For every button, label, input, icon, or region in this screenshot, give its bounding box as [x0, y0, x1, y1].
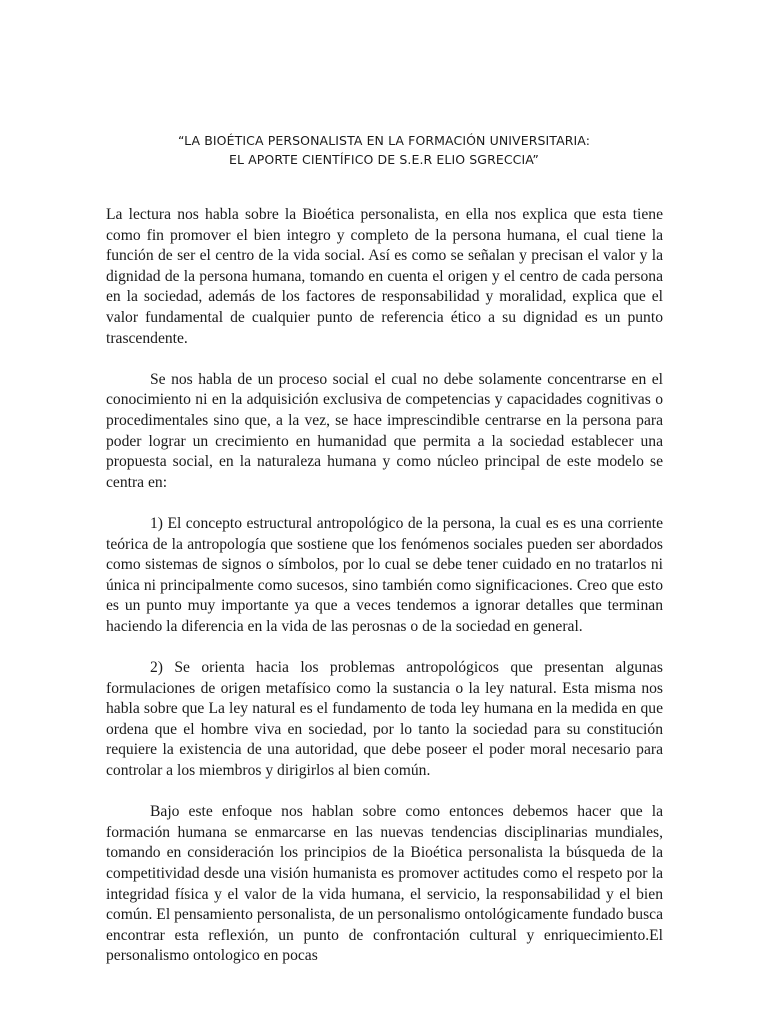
paragraph-approach: Bajo este enfoque nos hablan sobre como entonces debemos hacer que la formación humana se enmarcarse en las nuevas tendencias disciplinarias mundiales, tomando en consideración los principios de la Bioética personalista la búsqueda de la competitividad desde una visión humanista es promover actitudes como el respeto por la integridad física y el valor de la vida humana, el servicio, la responsabilidad y el bien común. El pensamiento personalista, de un personalismo ontológicamente fundado busca encontrar esta reflexión, un punto de confrontación cultural y enriquecimiento.El personalismo ontologico en pocas: [106, 803, 663, 965]
paragraph-point-2: 2) Se orienta hacia los problemas antropológicos que presentan algunas formulaciones de origen metafísico como la sustancia o la ley natural. Esta misma nos habla sobre que La ley natural es el fundamento de toda ley humana en la medida en que ordena que el hombre viva en sociedad, por lo tanto la sociedad para su constitución requiere la existencia de una autoridad, que debe poseer el poder moral necesario para controlar a los miembros y dirigirlos al bien común.: [106, 659, 663, 780]
paragraph-point-1: 1) El concepto estructural antropológico de la persona, la cual es es una corriente teórica de la antropología que sostiene que los fenómenos sociales pueden ser abordados como sistemas de signos o símbolos, por lo cual se debe tener cuidado en no tratarlos ni única ni principalmente como sucesos, sino también como significaciones. Creo que esto es un punto muy importante ya que a veces tendemos a ignorar detalles que terminan haciendo la diferencia en la vida de las perosnas o de la sociedad en general.: [106, 514, 663, 635]
document-title: [0, 131, 768, 169]
paragraph-social-process: Se nos habla de un proceso social el cual no debe solamente concentrarse en el conocimiento ni en la adquisición exclusiva de competencias y capacidades cognitivas o procedimentales sino que, a la vez, se hace imprescindible centrarse en la persona para poder lograr un crecimiento en humanidad que permita a la sociedad establecer una propuesta social, en la naturaleza humana y como núcleo principal de este modelo se centra en:: [106, 370, 663, 491]
title-line-2: EL APORTE CIENTÍFICO DE S.E.R ELIO SGRECCIA”: [229, 152, 539, 167]
title-line-1: “LA BIOÉTICA PERSONALISTA EN LA FORMACIÓN UNIVERSITARIA:: [177, 133, 591, 148]
document-body: [106, 205, 663, 967]
paragraph-intro: La lectura nos habla sobre la Bioética personalista, en ella nos explica que esta tiene como fin promover el bien integro y completo de la persona humana, el cual tiene la función de ser el centro de la vida social. Así es como se señalan y precisan el valor y la dignidad de la persona humana, tomando en cuenta el origen y el centro de cada persona en la sociedad, además de los factores de responsabilidad y moralidad, explica que el valor fundamental de cualquier punto de referencia ético a su dignidad es un punto trascendente.: [106, 206, 663, 347]
